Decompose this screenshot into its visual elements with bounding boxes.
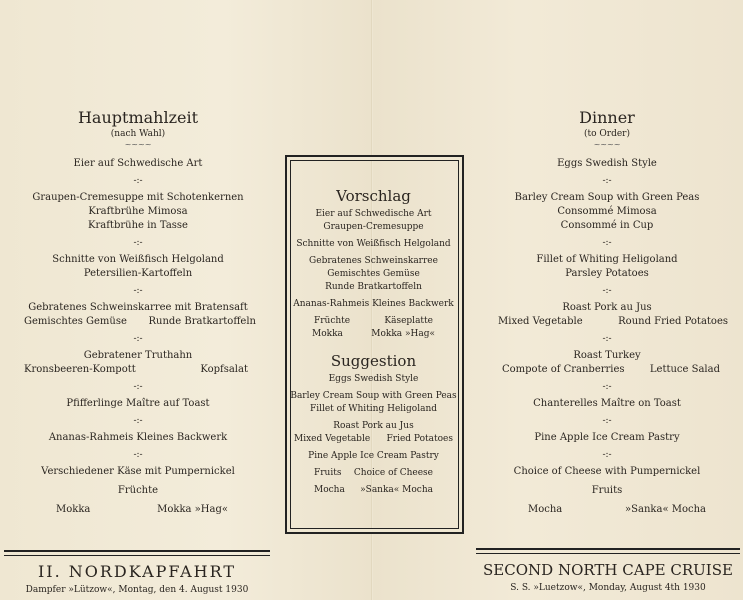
menu-row: [8, 363, 268, 377]
separator: -:-: [602, 176, 612, 186]
menu-item: Compote of Cranberries: [502, 364, 625, 375]
separator: -:-: [133, 286, 143, 296]
separator: -:-: [133, 416, 143, 426]
menu-subtitle: (nach Wahl): [110, 129, 166, 139]
footer-title-right: SECOND NORTH CAPE CRUISE: [483, 561, 733, 579]
menu-row: [290, 484, 457, 497]
menu-item: Kopfsalat: [200, 364, 248, 375]
menu-item: Lettuce Salad: [649, 364, 720, 375]
menu-item: Mokka: [312, 329, 343, 339]
menu-item: Schnitte von Weißfisch Helgoland: [52, 254, 224, 265]
menu-row: [290, 433, 457, 446]
vorschlag-title: Vorschlag: [336, 187, 411, 205]
menu-item: Pfifferlinge Maître auf Toast: [66, 398, 210, 409]
menu-item: Consommé Mimosa: [557, 206, 657, 217]
footer-subtitle-left: Dampfer »Lützow«, Montag, den 4. August 1930: [25, 585, 249, 595]
footer-title-left: II. NORDKAPFAHRT: [37, 562, 237, 581]
separator: -:-: [133, 334, 143, 344]
menu-item: Pine Apple Ice Cream Pastry: [308, 451, 439, 461]
menu-item: Round Fried Potatoes: [618, 316, 728, 327]
menu-item: »Sanka« Mocha: [625, 504, 706, 515]
menu-item: Kraftbrühe in Tasse: [88, 220, 188, 231]
menu-row: [478, 503, 736, 517]
menu-item: Gemischtes Gemüse: [24, 316, 127, 327]
footer-subtitle-right: S. S. »Luetzow«, Monday, August 4th 1930: [510, 583, 706, 593]
menu-item: Gebratenes Schweinskarree mit Bratensaft: [28, 302, 248, 313]
menu-item: Fried Potatoes: [386, 434, 453, 444]
menu-item: Mocha: [528, 504, 563, 515]
menu-item: Fruits: [591, 485, 623, 496]
menu-item: Gebratener Truthahn: [83, 350, 193, 361]
menu-title: Dinner: [579, 108, 635, 127]
german-menu: [8, 108, 268, 517]
footer-rule-left: [4, 550, 270, 556]
separator: -:-: [133, 238, 143, 248]
tilde-divider: ~~~~: [124, 140, 152, 149]
menu-item: Eier auf Schwedische Art: [315, 209, 432, 219]
separator: -:-: [133, 450, 143, 460]
separator: -:-: [602, 450, 612, 460]
menu-item: Chanterelles Maître on Toast: [533, 398, 681, 409]
menu-item: Runde Bratkartoffeln: [148, 316, 256, 327]
menu-item: Fillet of Whiting Heligoland: [309, 404, 438, 414]
menu-item: Graupen-Cremesuppe mit Schotenkernen: [32, 192, 244, 203]
menu-item: Consommé in Cup: [560, 220, 654, 231]
menu-item: Schnitte von Weißfisch Helgoland: [296, 239, 451, 249]
tilde-divider: ~~~~: [593, 140, 621, 149]
menu-item: Früchte: [314, 316, 351, 326]
menu-item: Parsley Potatoes: [565, 268, 649, 279]
menu-title: Hauptmahlzeit: [77, 108, 199, 127]
menu-item: Gemischtes Gemüse: [327, 269, 420, 279]
menu-item: Choice of Cheese with Pumpernickel: [513, 466, 701, 477]
menu-item: Choice of Cheese: [353, 468, 433, 478]
separator: -:-: [602, 416, 612, 426]
menu-item: Mokka »Hag«: [371, 329, 435, 339]
separator: -:-: [602, 334, 612, 344]
menu-row: [478, 315, 736, 329]
menu-item: Roast Turkey: [573, 350, 641, 361]
menu-item: Barley Cream Soup with Green Peas: [514, 192, 700, 203]
menu-item: Früchte: [117, 485, 159, 496]
menu-item: Roast Pork au Jus: [562, 302, 652, 313]
menu-item: Graupen-Cremesuppe: [323, 222, 424, 232]
separator: -:-: [133, 382, 143, 392]
menu-item: Fruits: [314, 468, 342, 478]
menu-item: Eier auf Schwedische Art: [73, 158, 203, 169]
menu-item: Kraftbrühe Mimosa: [88, 206, 188, 217]
menu-item: Ananas-Rahmeis Kleines Backwerk: [48, 432, 228, 443]
menu-item: Kronsbeeren-Kompott: [24, 364, 136, 375]
menu-item: Eggs Swedish Style: [328, 374, 419, 384]
menu-item: Eggs Swedish Style: [557, 158, 657, 169]
menu-subtitle: (to Order): [584, 129, 630, 139]
menu-row: [8, 503, 268, 517]
separator: -:-: [133, 176, 143, 186]
menu-item: Gebratenes Schweinskarree: [309, 256, 438, 266]
menu-item: Petersilien-Kartoffeln: [83, 268, 193, 279]
menu-item: Mixed Vegetable: [294, 434, 371, 444]
menu-row: [290, 328, 457, 341]
suggestion-box: [290, 186, 457, 497]
menu-row: [290, 467, 457, 480]
separator: -:-: [602, 286, 612, 296]
separator: -:-: [602, 238, 612, 248]
menu-item: Ananas-Rahmeis Kleines Backwerk: [293, 299, 454, 309]
menu-item: Mokka: [56, 504, 91, 515]
menu-item: Mokka »Hag«: [157, 504, 228, 515]
english-menu: [478, 108, 736, 517]
footer-rule-right: [476, 548, 740, 554]
menu-item: Fillet of Whiting Heligoland: [536, 254, 678, 265]
menu-item: »Sanka« Mocha: [360, 485, 433, 495]
menu-row: [478, 363, 736, 377]
menu-item: Mixed Vegetable: [498, 316, 583, 327]
menu-row: [8, 315, 268, 329]
menu-item: Verschiedener Käse mit Pumpernickel: [41, 466, 235, 477]
suggestion-title: Suggestion: [330, 352, 417, 370]
menu-item: Barley Cream Soup with Green Peas: [290, 391, 457, 401]
separator: -:-: [602, 382, 612, 392]
menu-item: Runde Bratkartoffeln: [325, 282, 422, 292]
menu-item: Pine Apple Ice Cream Pastry: [534, 432, 680, 443]
menu-item: Mocha: [314, 485, 345, 495]
menu-item: Roast Pork au Jus: [333, 421, 414, 431]
menu-row: [290, 315, 457, 328]
menu-item: Käseplatte: [384, 316, 433, 326]
